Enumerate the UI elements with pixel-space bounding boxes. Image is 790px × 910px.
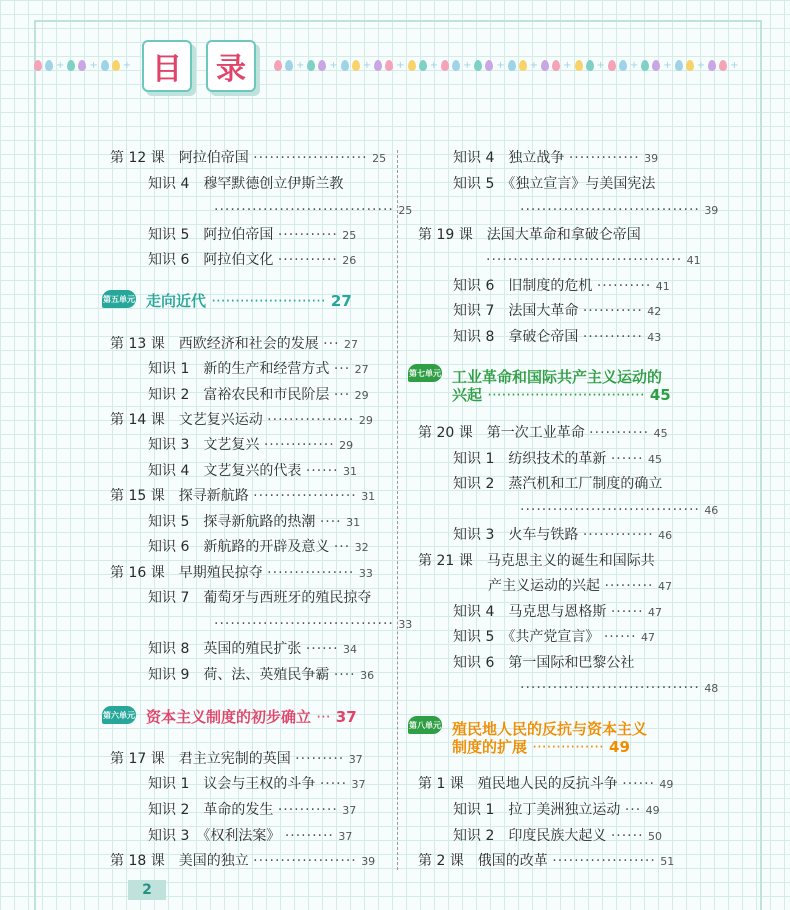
sparkle-icon: + (596, 60, 605, 71)
drop-icon (374, 60, 382, 71)
drop-icon (474, 60, 482, 71)
toc-item-r-k2[interactable]: 知识 2 蒸汽机和工厂制度的确立 (453, 476, 663, 492)
toc-item-k4-page: ································· 25 (214, 202, 413, 218)
toc-item-r-k1[interactable]: 知识 1 纺织技术的革新 ······ 45 (453, 451, 662, 467)
toc-item-k2b[interactable]: 知识 2 革命的发生 ··········· 37 (148, 802, 357, 818)
toc-lesson-18[interactable]: 第 18 课 美国的独立 ··················· 39 (110, 853, 376, 869)
header (34, 38, 762, 98)
drop-icon (608, 60, 616, 71)
toc-item-k2[interactable]: 知识 2 富裕农民和市民阶层 ··· 29 (148, 387, 369, 403)
sparkle-icon: + (396, 60, 405, 71)
toc-item-k6b[interactable]: 知识 6 新航路的开辟及意义 ··· 32 (148, 539, 369, 555)
toc-item-k9[interactable]: 知识 9 荷、法、英殖民争霸 ···· 36 (148, 667, 375, 683)
unit-5-badge: 第五单元 (102, 290, 136, 308)
drop-icon (34, 60, 42, 71)
toc-lesson-13[interactable]: 第 13 课 西欧经济和社会的发展 ··· 27 (110, 336, 358, 352)
drop-icon (318, 60, 326, 71)
drop-icon (485, 60, 493, 71)
toc-lesson-15[interactable]: 第 15 课 探寻新航路 ··················· 31 (110, 488, 376, 504)
drop-icon (385, 60, 393, 71)
toc-item-r-k6b-page: ································· 48 (520, 680, 719, 696)
toc-item-r-k4[interactable]: 知识 4 独立战争 ············· 39 (453, 150, 659, 166)
page-number: 2 (128, 880, 166, 900)
drop-icon (452, 60, 460, 71)
unit-7-title-line1[interactable]: 工业革命和国际共产主义运动的 (452, 368, 663, 386)
unit-6-title[interactable]: 资本主义制度的初步确立 ··· 37 (146, 708, 357, 726)
drop-icon (408, 60, 416, 71)
drop-icon (586, 60, 594, 71)
toc-item-k4[interactable]: 知识 4 穆罕默德创立伊斯兰教 (148, 176, 344, 192)
unit-5-title[interactable]: 走向近代 ························ 27 (146, 292, 352, 310)
sparkle-icon: + (89, 60, 98, 71)
unit-8-title-line1[interactable]: 殖民地人民的反抗与资本主义 (452, 720, 648, 738)
toc-item-r-k6[interactable]: 知识 6 旧制度的危机 ·········· 41 (453, 278, 670, 294)
unit-8-badge: 第八单元 (408, 716, 442, 734)
toc-item-r-k2-page: ································· 46 (520, 502, 719, 518)
decorative-drops-right (274, 60, 738, 71)
sparkle-icon: + (362, 60, 372, 71)
drop-icon (519, 60, 527, 71)
sparkle-icon: + (56, 60, 65, 71)
drop-icon (441, 60, 449, 71)
unit-7-title-line2[interactable]: 兴起 ································· 45 (452, 386, 671, 404)
drop-icon (708, 60, 716, 71)
drop-icon (307, 60, 315, 71)
toc-item-k5[interactable]: 知识 5 阿拉伯帝国 ··········· 25 (148, 227, 357, 243)
toc-item-r-k2b[interactable]: 知识 2 印度民族大起义 ······ 50 (453, 828, 662, 844)
drop-icon (552, 60, 560, 71)
sparkle-icon: + (563, 60, 572, 71)
sparkle-icon: + (629, 60, 639, 71)
title-char-1: 目 (142, 40, 192, 92)
toc-item-r-k8[interactable]: 知识 8 拿破仑帝国 ··········· 43 (453, 329, 662, 345)
toc-item-k5b[interactable]: 知识 5 探寻新航路的热潮 ···· 31 (148, 514, 361, 530)
column-divider (397, 150, 398, 870)
sparkle-icon: + (730, 60, 739, 71)
toc-item-r-k6b[interactable]: 知识 6 第一国际和巴黎公社 (453, 655, 635, 671)
drop-icon (641, 60, 649, 71)
toc-lesson-19-page: ···································· 41 (486, 252, 701, 268)
toc-item-k3[interactable]: 知识 3 文艺复兴 ············· 29 (148, 437, 354, 453)
drop-icon (652, 60, 660, 71)
drop-icon (508, 60, 516, 71)
drop-icon (619, 60, 627, 71)
toc-lesson-14[interactable]: 第 14 课 文艺复兴运动 ················ 29 (110, 412, 373, 428)
toc-item-r-k5-page: ································· 39 (520, 202, 719, 218)
sparkle-icon: + (696, 60, 706, 71)
sparkle-icon: + (496, 60, 505, 71)
unit-8-title-line2[interactable]: 制度的扩展 ··············· 49 (452, 738, 630, 756)
drop-icon (575, 60, 583, 71)
toc-lesson-17[interactable]: 第 17 课 君主立宪制的英国 ········· 37 (110, 751, 363, 767)
toc-lesson-2[interactable]: 第 2 课 俄国的改革 ··················· 51 (418, 853, 675, 869)
toc-item-k3b[interactable]: 知识 3 《权利法案》 ········· 37 (148, 828, 353, 844)
toc-item-r-k1b[interactable]: 知识 1 拉丁美洲独立运动 ··· 49 (453, 802, 660, 818)
toc-item-r-k7[interactable]: 知识 7 法国大革命 ··········· 42 (453, 303, 662, 319)
drop-icon (675, 60, 683, 71)
toc-lesson-1[interactable]: 第 1 课 殖民地人民的反抗斗争 ······ 49 (418, 776, 674, 792)
drop-icon (352, 60, 360, 71)
drop-icon (285, 60, 293, 71)
drop-icon (719, 60, 727, 71)
toc-lesson-21[interactable]: 第 21 课 马克思主义的诞生和国际共 (418, 553, 655, 569)
drop-icon (686, 60, 694, 71)
toc-lesson-16[interactable]: 第 16 课 早期殖民掠夺 ················ 33 (110, 565, 373, 581)
toc-lesson-19[interactable]: 第 19 课 法国大革命和拿破仑帝国 (418, 227, 641, 243)
drop-icon (112, 60, 120, 71)
sparkle-icon: + (429, 60, 438, 71)
sparkle-icon: + (462, 60, 472, 71)
toc-item-k6[interactable]: 知识 6 阿拉伯文化 ··········· 26 (148, 252, 357, 268)
toc-item-r-k3[interactable]: 知识 3 火车与铁路 ············· 46 (453, 527, 673, 543)
toc-lesson-12[interactable]: 第 12 课 阿拉伯帝国 ····················· 25 (110, 150, 387, 166)
drop-icon (45, 60, 53, 71)
sparkle-icon: + (663, 60, 672, 71)
toc-item-r-k5[interactable]: 知识 5 《独立宣言》与美国宪法 (453, 176, 656, 192)
drop-icon (78, 60, 86, 71)
toc-lesson-21-line2[interactable]: 产主义运动的兴起 ········· 47 (488, 578, 672, 594)
sparkle-icon: + (529, 60, 539, 71)
toc-item-r-k4b[interactable]: 知识 4 马克思与恩格斯 ······ 47 (453, 604, 662, 620)
drop-icon (419, 60, 427, 71)
decorative-drops-left (34, 60, 131, 71)
toc-item-r-k5b[interactable]: 知识 5 《共产党宣言》 ······ 47 (453, 629, 655, 645)
sparkle-icon: + (122, 60, 132, 71)
toc-lesson-20[interactable]: 第 20 课 第一次工业革命 ··········· 45 (418, 425, 668, 441)
toc-item-k4b[interactable]: 知识 4 文艺复兴的代表 ······ 31 (148, 463, 357, 479)
drop-icon (67, 60, 75, 71)
drop-icon (101, 60, 109, 71)
drop-icon (341, 60, 349, 71)
sparkle-icon: + (329, 60, 338, 71)
toc-item-k1[interactable]: 知识 1 新的生产和经营方式 ··· 27 (148, 361, 369, 377)
drop-icon (274, 60, 282, 71)
toc-item-k7-page: ································· 33 (214, 616, 413, 632)
toc-item-k1b[interactable]: 知识 1 议会与王权的斗争 ····· 37 (148, 776, 366, 792)
toc-item-k8[interactable]: 知识 8 英国的殖民扩张 ······ 34 (148, 641, 357, 657)
title-char-2: 录 (206, 40, 256, 92)
unit-7-badge: 第七单元 (408, 364, 442, 382)
drop-icon (541, 60, 549, 71)
toc-item-k7[interactable]: 知识 7 葡萄牙与西班牙的殖民掠夺 (148, 590, 372, 606)
sparkle-icon: + (296, 60, 305, 71)
unit-6-badge: 第六单元 (102, 706, 136, 724)
